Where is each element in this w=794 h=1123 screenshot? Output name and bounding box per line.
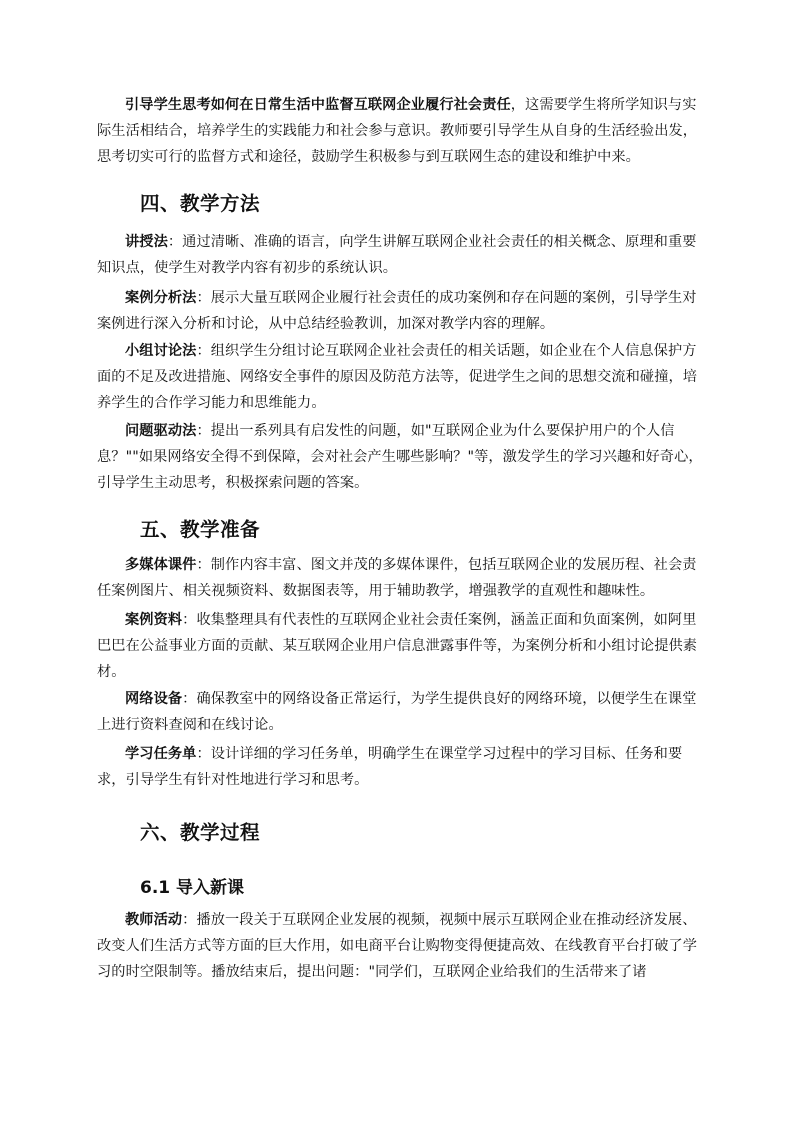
prep-text: ：制作内容丰富、图文并茂的多媒体课件，包括互联网企业的发展历程、社会责任案例图片、相关视频资料、数据图表等，用于辅助教学，增强教学的直观性和趣味性。 (97, 557, 697, 599)
intro-lead: 引导学生思考如何在日常生活中监督互联网企业履行社会责任 (125, 97, 511, 113)
method-text: ：通过清晰、准确的语言，向学生讲解互联网企业社会责任的相关概念、原理和重要知识点，使学生对教学内容有初步的系统认识。 (97, 234, 697, 276)
prep-paragraph-cases (97, 607, 703, 685)
method-text: ：提出一系列具有启发性的问题，如"互联网企业为什么要保护用户的个人信息？""如果网络安全得不到保障，会对社会产生哪些影响？"等，激发学生的学习兴趣和好奇心，引导学生主动思考，积极探索问题的答案。 (97, 423, 703, 491)
method-label: 案例分析法 (125, 290, 197, 306)
intro-text: ，这需要学生将所学知识与实际生活相结合，培养学生的实践能力和社会参与意识。教师要引导学生从自身的生活经验出发，思考切实可行的监督方式和途径，鼓励学生积极参与到互联网生态的建设和维护中来。 (97, 97, 698, 165)
method-paragraph-question (97, 418, 703, 496)
method-paragraph-lecture (97, 229, 703, 281)
method-label: 问题驱动法 (125, 423, 197, 439)
method-label: 小组讨论法 (125, 343, 197, 359)
method-label: 讲授法 (125, 234, 168, 250)
section-6-1-heading: 6.1 导入新课 (140, 878, 245, 898)
prep-text: ：确保教室中的网络设备正常运行，为学生提供良好的网络环境，以便学生在课堂上进行资料查阅和在线讨论。 (97, 691, 697, 733)
prep-paragraph-network (97, 686, 703, 738)
prep-label: 多媒体课件 (125, 557, 197, 573)
section-5-heading: 五、教学准备 (140, 518, 261, 541)
prep-paragraph-courseware (97, 552, 703, 604)
prep-text: ：设计详细的学习任务单，明确学生在课堂学习过程中的学习目标、任务和要求，引导学生有针对性地进行学习和思考。 (97, 746, 683, 788)
prep-paragraph-tasksheet (97, 741, 703, 793)
section-6-heading: 六、教学过程 (140, 821, 261, 844)
prep-label: 案例资料 (125, 612, 183, 628)
teacher-activity-paragraph (97, 907, 703, 985)
method-paragraph-case (97, 285, 703, 337)
section-4-heading: 四、教学方法 (140, 192, 261, 215)
activity-text: ：播放一段关于互联网企业发展的视频，视频中展示互联网企业在推动经济发展、改变人们生活方式等方面的巨大作用，如电商平台让购物变得便捷高效、在线教育平台打破了学习的时空限制等。播放结束后，提出问题："同学们，互联网企业给我们的生活带来了诸 (97, 912, 698, 980)
method-text: ：展示大量互联网企业履行社会责任的成功案例和存在问题的案例，引导学生对案例进行深入分析和讨论，从中总结经验教训，加深对教学内容的理解。 (97, 290, 697, 332)
prep-text: ：收集整理具有代表性的互联网企业社会责任案例，涵盖正面和负面案例，如阿里巴巴在公益事业方面的贡献、某互联网企业用户信息泄露事件等，为案例分析和小组讨论提供素材。 (97, 612, 698, 680)
activity-label: 教师活动 (125, 912, 183, 928)
method-paragraph-group (97, 338, 703, 416)
method-text: ：组织学生分组讨论互联网企业社会责任的相关话题，如企业在个人信息保护方面的不足及改进措施、网络安全事件的原因及防范方法等，促进学生之间的思想交流和碰撞，培养学生的合作学习能力和思维能力。 (97, 343, 698, 411)
prep-label: 网络设备 (125, 691, 183, 707)
prep-label: 学习任务单 (125, 746, 197, 762)
intro-paragraph (97, 92, 703, 170)
